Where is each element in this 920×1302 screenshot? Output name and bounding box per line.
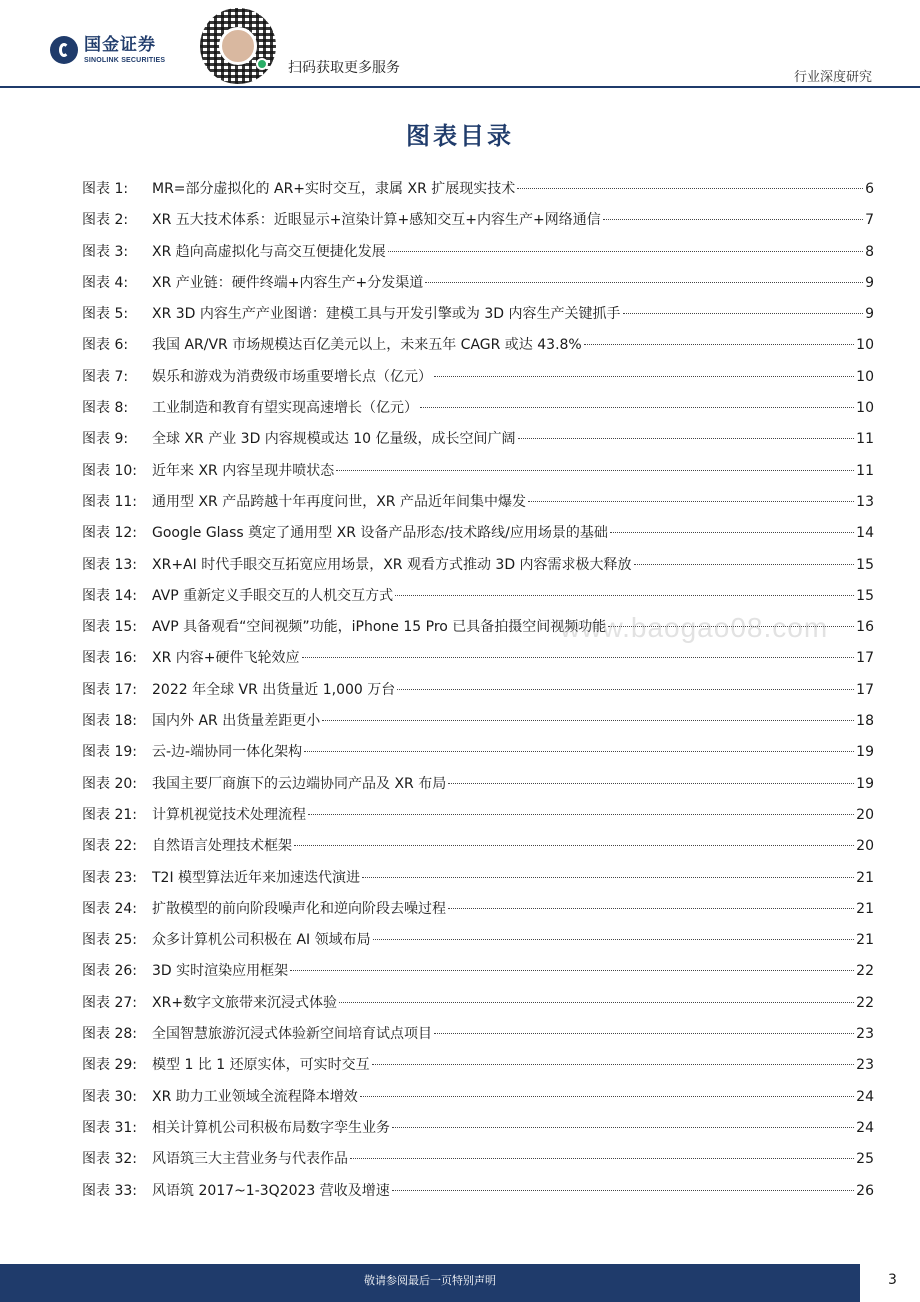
toc-entry-label: 图表 10: — [82, 462, 137, 479]
toc-entry-page: 11 — [856, 431, 874, 448]
toc-entry-label: 图表 27: — [82, 994, 137, 1011]
toc-entry-title: XR 五大技术体系：近眼显示+渲染计算+感知交互+内容生产+网络通信 — [152, 212, 601, 229]
toc-entry[interactable] — [82, 960, 874, 991]
toc-entry-title: AVP 重新定义手眼交互的人机交互方式 — [152, 587, 394, 604]
toc-entry-leader — [434, 376, 854, 377]
toc-entry-title: 自然语言处理技术框架 — [152, 838, 292, 855]
toc-entry[interactable] — [82, 741, 874, 772]
toc-entry-page: 24 — [856, 1119, 874, 1136]
toc-entry-title: 我国 AR/VR 市场规模达百亿美元以上，未来五年 CAGR 或达 43.8% — [152, 337, 582, 354]
toc-entry-leader — [395, 595, 854, 596]
toc-entry-page: 11 — [856, 462, 874, 479]
toc-entry-page: 7 — [865, 212, 874, 229]
toc-entry-label: 图表 1: — [82, 181, 129, 197]
toc-entry[interactable] — [82, 1054, 874, 1085]
toc-entry-leader — [350, 1158, 854, 1159]
toc-entry-page: 9 — [865, 274, 874, 291]
toc-entry-label: 图表 7: — [82, 368, 129, 385]
scan-prompt: 扫码获取更多服务 — [288, 60, 400, 76]
toc-entry-page: 8 — [865, 243, 874, 260]
toc-entry-leader — [362, 877, 854, 878]
toc-entry-page: 19 — [856, 744, 874, 761]
toc-entry-leader — [584, 344, 854, 345]
toc-entry-label: 图表 6: — [82, 337, 129, 354]
toc-entry-page: 23 — [856, 1026, 874, 1043]
toc-entry-label: 图表 32: — [82, 1151, 137, 1168]
toc-entry[interactable] — [82, 460, 874, 491]
toc-entry[interactable] — [82, 804, 874, 835]
toc-entry-leader — [623, 313, 864, 314]
toc-entry-leader — [392, 1127, 854, 1128]
toc-entry[interactable] — [82, 1023, 874, 1054]
toc-entry[interactable] — [82, 1180, 874, 1211]
toc-entry-page: 15 — [856, 587, 874, 604]
toc-entry-title: 全国智慧旅游沉浸式体验新空间培育试点项目 — [152, 1026, 432, 1043]
logo-chinese-name: 国金证券 — [84, 34, 156, 55]
toc-entry-label: 图表 15: — [82, 619, 137, 636]
toc-entry-label: 图表 30: — [82, 1088, 137, 1105]
toc-entry-title: 通用型 XR 产品跨越十年再度问世，XR 产品近年间集中爆发 — [152, 493, 526, 510]
toc-entry-label: 图表 21: — [82, 806, 137, 823]
toc-entry-page: 21 — [856, 932, 874, 949]
toc-entry-leader — [448, 908, 854, 909]
toc-entry[interactable] — [82, 366, 874, 397]
toc-entry-leader — [448, 783, 854, 784]
toc-entry-page: 13 — [856, 493, 874, 510]
toc-entry-title: Google Glass 奠定了通用型 XR 设备产品形态/技术路线/应用场景的基础 — [152, 525, 608, 542]
toc-entry-title: 2022 年全球 VR 出货量近 1,000 万台 — [152, 681, 396, 698]
footer-disclaimer: 敬请参阅最后一页特别声明 — [364, 1274, 496, 1287]
toc-entry-page: 24 — [856, 1088, 874, 1105]
toc-entry-label: 图表 12: — [82, 525, 137, 542]
toc-entry[interactable] — [82, 898, 874, 929]
toc-entry-leader — [322, 720, 854, 721]
toc-entry-label: 图表 28: — [82, 1026, 137, 1043]
toc-entry[interactable] — [82, 303, 874, 334]
toc-entry-title: 近年来 XR 内容呈现井喷状态 — [152, 462, 335, 479]
toc-entry[interactable] — [82, 1117, 874, 1148]
toc-entry-label: 图表 31: — [82, 1119, 137, 1136]
toc-entry-label: 图表 19: — [82, 744, 137, 761]
toc-entry-title: XR 内容+硬件飞轮效应 — [152, 650, 300, 667]
toc-entry-label: 图表 26: — [82, 963, 137, 980]
toc-entry-leader — [610, 532, 854, 533]
toc-entry-title: 计算机视觉技术处理流程 — [152, 806, 306, 823]
watermark: www.baogao08.com — [560, 612, 829, 643]
toc-entry-title: 扩散模型的前向阶段噪声化和逆向阶段去噪过程 — [152, 900, 446, 917]
toc-entry[interactable] — [82, 334, 874, 365]
toc-entry-label: 图表 16: — [82, 650, 137, 667]
toc-entry-label: 图表 18: — [82, 713, 137, 730]
toc-entry[interactable] — [82, 428, 874, 459]
toc-entry-leader — [392, 1190, 854, 1191]
sinolink-logo-icon — [50, 36, 78, 64]
toc-entry-page: 9 — [865, 306, 874, 323]
toc-entry-title: 风语筑 2017~1-3Q2023 营收及增速 — [152, 1182, 390, 1199]
toc-entry-leader — [373, 939, 855, 940]
toc-entry[interactable] — [82, 554, 874, 585]
toc-entry-title: XR 助力工业领域全流程降本增效 — [152, 1088, 358, 1105]
toc-entry[interactable] — [82, 867, 874, 898]
table-of-figures — [82, 178, 874, 1211]
toc-entry-label: 图表 8: — [82, 400, 129, 417]
page-title: 图表目录 — [406, 121, 514, 150]
toc-entry-leader — [304, 751, 854, 752]
toc-entry-title: 国内外 AR 出货量差距更小 — [152, 713, 321, 730]
toc-entry-label: 图表 11: — [82, 493, 137, 510]
toc-entry-label: 图表 20: — [82, 775, 137, 792]
toc-entry-title: XR+数字文旅带来沉浸式体验 — [152, 994, 338, 1011]
toc-entry-title: 娱乐和游戏为消费级市场重要增长点（亿元） — [152, 368, 432, 385]
toc-entry-title: 工业制造和教育有望实现高速增长（亿元） — [152, 400, 418, 417]
toc-entry-page: 18 — [856, 713, 874, 730]
toc-entry[interactable] — [82, 272, 874, 303]
toc-entry[interactable] — [82, 241, 874, 272]
toc-entry-page: 10 — [856, 400, 874, 417]
toc-entry-page: 16 — [856, 619, 874, 636]
toc-entry[interactable] — [82, 773, 874, 804]
report-type: 行业深度研究 — [793, 70, 872, 85]
toc-entry-page: 19 — [856, 775, 874, 792]
toc-entry-leader — [425, 282, 863, 283]
toc-entry-page: 10 — [856, 368, 874, 385]
toc-entry-label: 图表 4: — [82, 274, 129, 291]
toc-entry-label: 图表 29: — [82, 1057, 137, 1074]
company-logo — [50, 36, 165, 64]
toc-entry-page: 6 — [865, 181, 874, 197]
toc-entry-leader — [517, 188, 863, 189]
toc-entry-label: 图表 13: — [82, 556, 137, 573]
toc-entry-label: 图表 25: — [82, 932, 137, 949]
toc-entry[interactable] — [82, 491, 874, 522]
toc-entry-page: 22 — [856, 994, 874, 1011]
logo-english-name: SINOLINK SECURITIES — [84, 56, 166, 64]
toc-entry-label: 图表 22: — [82, 838, 137, 855]
toc-entry[interactable] — [82, 522, 874, 553]
toc-entry-page: 15 — [856, 556, 874, 573]
toc-entry-page: 20 — [856, 838, 874, 855]
toc-entry-leader — [420, 407, 854, 408]
toc-entry-leader — [336, 470, 854, 471]
qr-avatar-icon — [219, 27, 257, 65]
wechat-badge-icon — [256, 58, 268, 70]
toc-entry[interactable] — [82, 1086, 874, 1117]
toc-entry-leader — [634, 564, 855, 565]
toc-entry[interactable] — [82, 209, 874, 240]
toc-entry[interactable] — [82, 679, 874, 710]
toc-entry-page: 17 — [856, 650, 874, 667]
page-header — [0, 0, 920, 92]
toc-entry-title: 众多计算机公司积极在 AI 领域布局 — [152, 932, 371, 949]
toc-entry-label: 图表 2: — [82, 212, 129, 229]
toc-entry-title: XR 产业链：硬件终端+内容生产+分发渠道 — [152, 274, 424, 291]
toc-entry-leader — [434, 1033, 854, 1034]
toc-entry-label: 图表 33: — [82, 1182, 137, 1199]
toc-entry-title: T2I 模型算法近年来加速迭代演进 — [152, 869, 361, 886]
toc-entry-leader — [372, 1064, 855, 1065]
toc-entry[interactable] — [82, 647, 874, 678]
toc-entry-label: 图表 17: — [82, 681, 137, 698]
toc-entry-title: AVP 具备观看“空间视频”功能，iPhone 15 Pro 已具备拍摄空间视频功能 — [152, 619, 607, 636]
toc-entry[interactable] — [82, 178, 874, 209]
toc-entry-leader — [308, 814, 854, 815]
toc-entry-leader — [339, 1002, 854, 1003]
toc-entry-leader — [528, 501, 854, 502]
toc-entry-label: 图表 5: — [82, 306, 129, 323]
toc-entry-title: 模型 1 比 1 还原实体，可实时交互 — [152, 1057, 370, 1074]
toc-entry-page: 21 — [856, 900, 874, 917]
toc-entry-leader — [388, 251, 863, 252]
toc-entry-page: 26 — [856, 1182, 874, 1199]
toc-entry-title: XR 趋向高虚拟化与高交互便捷化发展 — [152, 243, 386, 260]
toc-entry-label: 图表 23: — [82, 869, 137, 886]
toc-entry-title: XR 3D 内容生产产业图谱：建模工具与开发引擎或为 3D 内容生产关键抓手 — [152, 306, 621, 323]
toc-entry-leader — [290, 970, 854, 971]
header-divider — [0, 86, 920, 88]
toc-entry-title: XR+AI 时代手眼交互拓宽应用场景，XR 观看方式推动 3D 内容需求极大释放 — [152, 556, 632, 573]
toc-entry[interactable] — [82, 710, 874, 741]
toc-entry-leader — [360, 1096, 854, 1097]
toc-entry-leader — [294, 845, 854, 846]
toc-entry-label: 图表 24: — [82, 900, 137, 917]
toc-entry-title: 全球 XR 产业 3D 内容规模或达 10 亿量级，成长空间广阔 — [152, 431, 516, 448]
toc-entry-page: 21 — [856, 869, 874, 886]
toc-entry-title: 风语筑三大主营业务与代表作品 — [152, 1151, 348, 1168]
toc-entry-title: 3D 实时渲染应用框架 — [152, 963, 289, 980]
toc-entry[interactable] — [82, 1148, 874, 1179]
toc-entry-page: 10 — [856, 337, 874, 354]
toc-entry[interactable] — [82, 835, 874, 866]
toc-entry-page: 14 — [856, 525, 874, 542]
toc-entry-leader — [518, 438, 855, 439]
toc-entry[interactable] — [82, 992, 874, 1023]
toc-entry-page: 17 — [856, 681, 874, 698]
toc-entry-page: 22 — [856, 963, 874, 980]
toc-entry-page: 25 — [856, 1151, 874, 1168]
page-number: 3 — [888, 1272, 897, 1288]
toc-entry-leader — [603, 219, 863, 220]
toc-entry-title: 相关计算机公司积极布局数字孪生业务 — [152, 1119, 390, 1136]
toc-entry[interactable] — [82, 929, 874, 960]
toc-entry-leader — [302, 657, 855, 658]
toc-entry[interactable] — [82, 397, 874, 428]
toc-entry-label: 图表 9: — [82, 431, 129, 448]
toc-entry-page: 23 — [856, 1057, 874, 1074]
toc-entry-page: 20 — [856, 806, 874, 823]
toc-entry-title: 云-边-端协同一体化架构 — [152, 744, 303, 761]
toc-entry-label: 图表 14: — [82, 587, 137, 604]
toc-entry-label: 图表 3: — [82, 243, 129, 260]
toc-entry-leader — [397, 689, 854, 690]
toc-entry-title: 我国主要厂商旗下的云边端协同产品及 XR 布局 — [152, 775, 447, 792]
toc-entry-title: MR=部分虚拟化的 AR+实时交互，隶属 XR 扩展现实技术 — [152, 181, 516, 197]
